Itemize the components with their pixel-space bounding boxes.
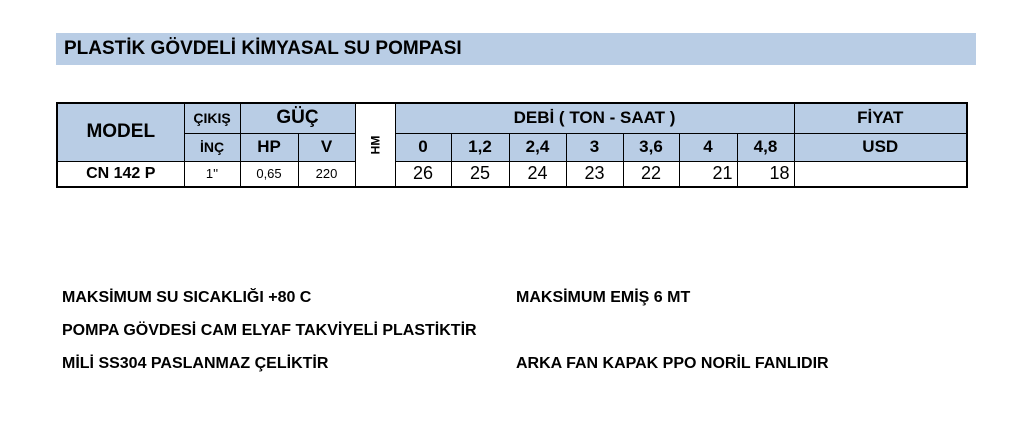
cell-head-3: 23	[566, 161, 623, 187]
spec-table	[56, 102, 968, 188]
cell-head-6: 18	[737, 161, 794, 187]
header-flow-1: 1,2	[451, 133, 509, 161]
header-flow-4: 3,6	[623, 133, 679, 161]
header-flow-2: 2,4	[509, 133, 566, 161]
cell-head-1: 25	[451, 161, 509, 187]
header-flow-6: 4,8	[737, 133, 794, 161]
cell-price	[794, 161, 967, 187]
cell-inch: 1''	[184, 161, 240, 187]
header-inc: İNÇ	[184, 133, 240, 161]
note-fan: ARKA FAN KAPAK PPO NORİL FANLIDIR	[516, 355, 829, 372]
page-title: PLASTİK GÖVDELİ KİMYASAL SU POMPASI	[56, 33, 976, 65]
note-max-temp: MAKSİMUM SU SICAKLIĞI +80 C	[62, 289, 312, 306]
header-hm-label: HM	[367, 135, 382, 155]
header-flow-3: 3	[566, 133, 623, 161]
cell-head-4: 22	[623, 161, 679, 187]
header-debi: DEBİ ( TON - SAAT )	[395, 103, 794, 133]
note-shaft: MİLİ SS304 PASLANMAZ ÇELİKTİR	[62, 355, 329, 372]
header-hp: HP	[240, 133, 298, 161]
header-fiyat: FİYAT	[794, 103, 967, 133]
header-v: V	[298, 133, 355, 161]
cell-head-5: 21	[679, 161, 737, 187]
note-body-material: POMPA GÖVDESİ CAM ELYAF TAKVİYELİ PLASTİKTİR	[62, 322, 477, 339]
header-usd: USD	[794, 133, 967, 161]
cell-model: CN 142 P	[57, 161, 184, 187]
header-hm	[355, 103, 395, 187]
cell-hp: 0,65	[240, 161, 298, 187]
header-flow-5: 4	[679, 133, 737, 161]
header-guc: GÜÇ	[240, 103, 355, 133]
note-max-suction: MAKSİMUM EMİŞ 6 MT	[516, 289, 691, 306]
cell-head-0: 26	[395, 161, 451, 187]
cell-v: 220	[298, 161, 355, 187]
header-flow-0: 0	[395, 133, 451, 161]
header-model: MODEL	[57, 103, 184, 161]
cell-head-2: 24	[509, 161, 566, 187]
header-cikis: ÇIKIŞ	[184, 103, 240, 133]
table-row	[57, 161, 967, 187]
